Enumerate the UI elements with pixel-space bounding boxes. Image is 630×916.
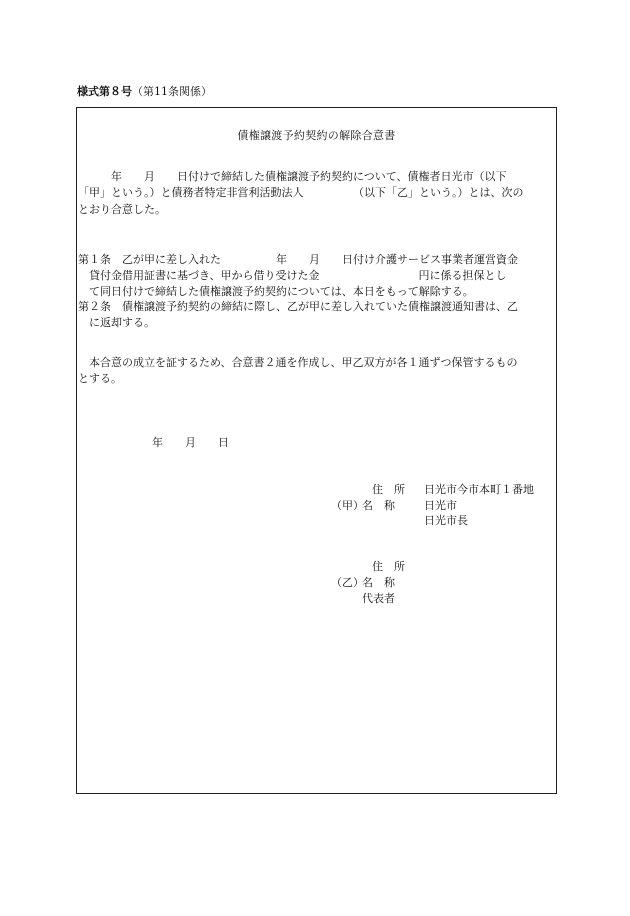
party-b-address-label: 住 所: [372, 560, 405, 573]
article-line: 第１条 乙が甲に差し入れた 年 月 日付け介護サービス事業者運営資金: [78, 253, 518, 266]
party-a-title: 日光市長: [424, 514, 468, 527]
party-a-address-label: 住 所: [372, 483, 405, 496]
article-line: 貸付金借用証書に基づき、甲から借り受けた金 円に係る担保とし: [78, 269, 507, 282]
date-line: 年 月 日: [152, 436, 229, 449]
article-line: て同日付けで締結した債権譲渡予約契約については、本日をもって解除する。: [78, 285, 474, 298]
form-number-label: [77, 83, 212, 99]
closing-line: とする。: [78, 372, 122, 385]
party-a-name: 日光市: [424, 499, 457, 512]
document-title: 債権譲渡予約契約の解除合意書: [237, 129, 396, 142]
party-b-representative-label: 代表者: [362, 592, 395, 605]
party-b-marker: （乙）: [331, 576, 364, 589]
party-a-address: 日光市今市本町１番地: [424, 483, 534, 496]
article-line: に返却する。: [78, 316, 155, 329]
article-line: 第２条 債権譲渡予約契約の締結に際し、乙が甲に差し入れていた債権譲渡通知書は、乙: [78, 300, 518, 313]
party-a-marker: （甲）: [331, 499, 364, 512]
party-b-name-label: 名 称: [362, 576, 395, 589]
preamble-line: 年 月 日付けで締結した債権譲渡予約契約について、債権者日光市（以下: [78, 170, 507, 183]
closing-line: 本合意の成立を証するため、合意書２通を作成し、甲乙双方が各１通ずつ保管するもの: [78, 356, 518, 369]
preamble-line: 「甲」という。）と債務者特定非営利活動法人 （以下「乙」という。）とは、次の: [78, 186, 524, 199]
form-number: 様式第８号: [77, 85, 132, 98]
form-relation: （第11条関係）: [132, 85, 212, 98]
preamble-line: とおり合意した。: [78, 203, 166, 216]
party-a-name-label: 名 称: [362, 499, 395, 512]
